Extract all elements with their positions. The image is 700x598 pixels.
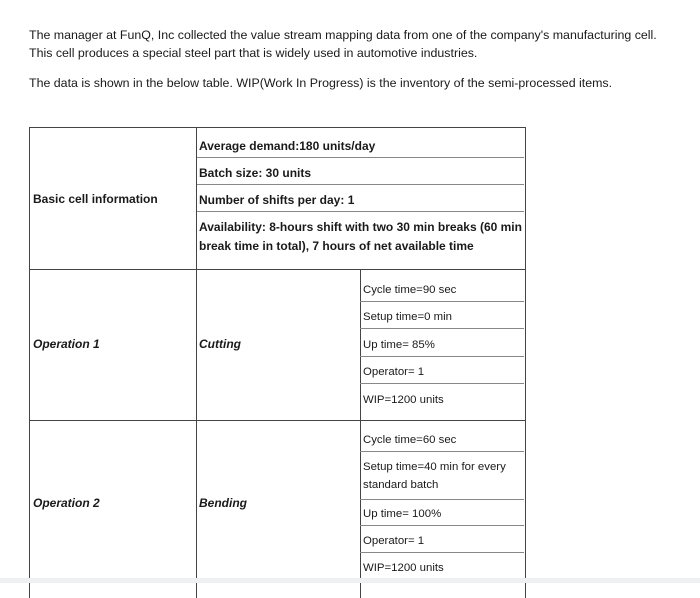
table-row-basic [30,128,525,270]
setup-time: Setup time=0 min [360,308,524,329]
setup-time: Setup time=40 min for every standard batch [360,458,524,500]
intro-text [29,26,679,92]
bottom-edge [0,578,700,583]
wip: WIP=1200 units [363,394,444,406]
operator: Operator= 1 [360,363,524,384]
intro-paragraph-2: The data is shown in the below table. WIP(Work In Progress) is the inventory of the semi-processed items. [29,76,613,90]
wip: WIP=1200 units [363,562,444,574]
average-demand: Average demand:180 units/day [197,137,524,158]
operation-2-label: Operation 2 [33,496,100,510]
intro-paragraph-1: The manager at FunQ, Inc collected the value stream mapping data from one of the company's manufacturing cell. This cell produces a special steel part that is widely used in automotive industries. [29,28,657,60]
up-time: Up time= 100% [360,505,524,526]
table-row-operation-2 [30,420,525,598]
cycle-time: Cycle time=90 sec [360,281,524,302]
basic-cell-label: Basic cell information [33,192,158,206]
column-divider [196,420,197,598]
cycle-time: Cycle time=60 sec [360,431,524,452]
operation-2-process: Bending [199,496,247,510]
batch-size: Batch size: 30 units [197,164,524,185]
up-time: Up time= 85% [360,336,524,357]
operation-1-process: Cutting [199,337,241,351]
shifts-per-day: Number of shifts per day: 1 [197,191,524,212]
table-row-operation-1 [30,269,525,421]
operation-1-label: Operation 1 [33,337,100,351]
operator: Operator= 1 [360,532,524,553]
column-divider [196,269,197,420]
vsm-data-table [29,127,526,598]
availability: Availability: 8-hours shift with two 30 min breaks (60 min break time in total), 7 hours of net available time [199,220,522,253]
